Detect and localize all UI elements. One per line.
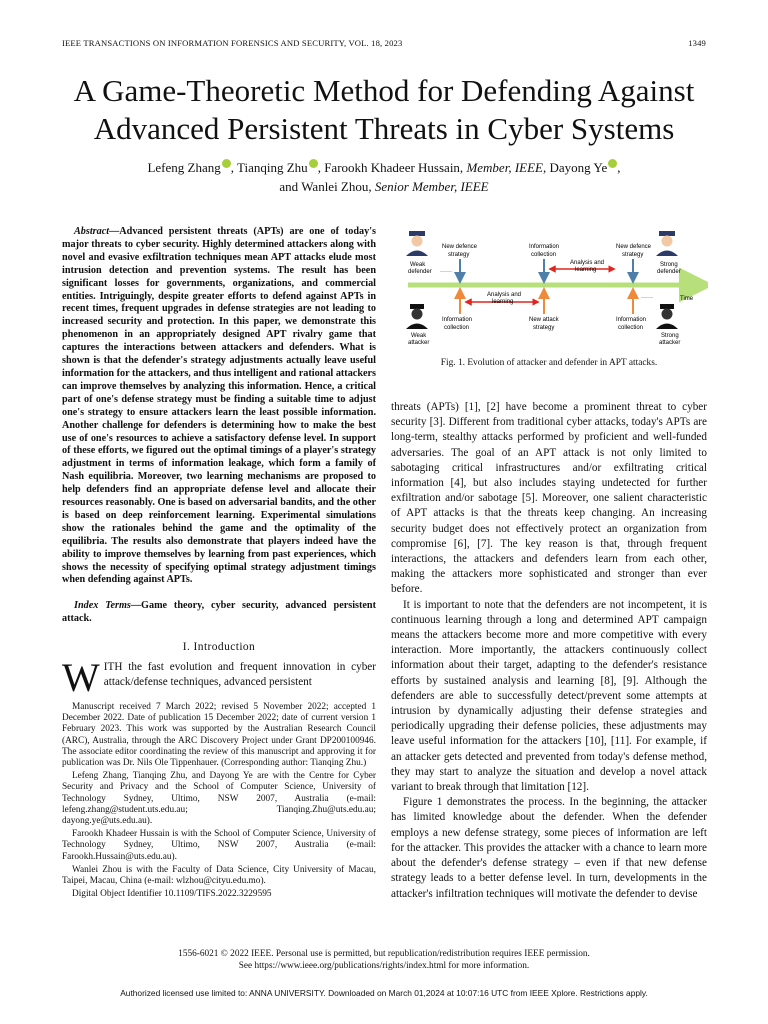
page-number: 1349 bbox=[688, 38, 706, 48]
figure-1-caption: Fig. 1. Evolution of attacker and defender in APT attacks. bbox=[440, 358, 658, 368]
author-3: , Farookh Khadeer Hussain, bbox=[317, 160, 467, 175]
strong-defender-icon bbox=[656, 231, 678, 256]
footnote-affiliation-2: Farookh Khadeer Hussain is with the School of Computer Science, University of Technology Sydney, Ultimo, NSW 2007, Australia (e-mail: Farookh.Hussain@uts.edu.au). bbox=[62, 829, 376, 862]
right-column bbox=[391, 400, 707, 902]
body-paragraph-2: It is important to note that the defenders are not incompetent, it is continuous learning through a long and determined APT campaign means the attackers become more and more competitive with every interaction. More importantly, the attackers continuously collect information about their target, adapting to the defender's resistance efforts by sustained analysis and learning [8], [9]. Although the defenders are able to successfully detect/prevent some attempts at intrusion by dynamically adjusting their defense strategies and periodically upgrading their defense policies, these adjustments may leave useful information for the attackers [10], [11]. For example, if an attacker gets detected and prevented from today's defense method, they may start to analyze the situation and develop a novel attack variant to break through that limitation [12]. bbox=[391, 598, 707, 794]
new-defence-2-label-2: strategy bbox=[622, 252, 644, 258]
index-terms-text: Game theory, cyber security, advanced persistent attack. bbox=[62, 600, 376, 625]
analysis-bottom-label-2: learning bbox=[492, 299, 514, 305]
orcid-icon[interactable] bbox=[222, 159, 231, 168]
footnote-manuscript: Manuscript received 7 March 2022; revised 5 November 2022; accepted 1 December 2022. Date of publication 15 December 2022; date of current version 1 February 2023. This work was supported by the Australian Research Council (ARC), Australia, through the ARC Discovery Project under Grant DP200100946. The associate editor coordinating the review of this manuscript and approving it for publication was Dr. Nils Ole Tippenhauer. (Corresponding author: Tianqing Zhu.) bbox=[62, 701, 376, 768]
abstract-label: Abstract— bbox=[74, 226, 120, 237]
copyright-line-1: 1556-6021 © 2022 IEEE. Personal use is permitted, but republication/redistribution requires IEEE permission. bbox=[178, 949, 590, 959]
info-collection-top-label-2: collection bbox=[531, 252, 557, 258]
strong-defender-label-1: Strong bbox=[660, 262, 678, 268]
paper-title bbox=[40, 72, 728, 148]
intro-paragraph bbox=[62, 654, 376, 700]
author-line-1 bbox=[40, 158, 728, 177]
time-label: Time bbox=[680, 296, 694, 302]
orcid-icon[interactable] bbox=[608, 159, 617, 168]
author-5: and Wanlei Zhou, bbox=[279, 179, 375, 194]
ellipsis-2: ······ bbox=[641, 295, 653, 301]
copyright-notice bbox=[62, 949, 706, 972]
journal-name: IEEE TRANSACTIONS ON INFORMATION FORENSICS AND SECURITY, VOL. 18, 2023 bbox=[62, 38, 403, 48]
author-4-end: , bbox=[617, 160, 621, 175]
running-header bbox=[62, 38, 706, 48]
info-collection-b1-label-1: Information bbox=[442, 317, 473, 323]
author-3-role: Member, IEEE bbox=[466, 160, 543, 175]
weak-attacker-label-2: attacker bbox=[408, 340, 430, 346]
footnotes bbox=[62, 702, 376, 900]
author-1: Lefeng Zhang bbox=[147, 160, 221, 175]
weak-attacker-label-1: Weak bbox=[411, 333, 427, 339]
author-2: , Tianqing Zhu bbox=[230, 160, 308, 175]
title-line-1: A Game-Theoretic Method for Defending Against bbox=[73, 73, 695, 108]
strong-defender-label-2: defender bbox=[657, 269, 681, 275]
drop-cap: W bbox=[62, 654, 100, 700]
figure-1-diagram bbox=[398, 226, 708, 356]
orcid-icon[interactable] bbox=[309, 159, 318, 168]
weak-defender-label-2: defender bbox=[408, 269, 432, 275]
author-5-role: Senior Member, IEEE bbox=[374, 179, 489, 194]
abstract bbox=[62, 226, 376, 587]
new-attack-label-1: New attack bbox=[529, 317, 559, 323]
section-heading-introduction: I. Introduction bbox=[182, 641, 256, 654]
body-paragraph-1: threats (APTs) [1], [2] have become a prominent threat to cyber security [3]. Different from traditional cyber attacks, today's APTs are long-term, stealthy attacks performed by proficient and well-funded adversaries. The goal of an APT attack is not only limited to sabotaging critical infrastructures and/or exfiltrating critical information [4], but also includes staying undetected for further exfiltration and/or sabotage [5]. Moreover, one salient characteristic of APT attacks is that the threats keep changing. An increasing security budget does not effectively protect an organization from compromise [6], [7]. The key reason is that, through frequent interactions, the attackers and defenders learn from each other, making the attackers more sophisticated and stronger than ever before. bbox=[391, 401, 707, 596]
figure-1 bbox=[398, 226, 708, 372]
ellipsis-1: ······ bbox=[440, 269, 452, 275]
new-defence-1-label-2: strategy bbox=[448, 252, 470, 258]
body-paragraph-3: Figure 1 demonstrates the process. In the beginning, the attacker has limited knowledge about the defender. When the defender employs a new defense strategy, some pieces of information are left for the attacker. This provides the attacker with a chance to learn more about the defender's defense strategy – even if that new defense strategy leads to a better defense level. In turn, developments in the attacker's infiltration techniques will motivate the defender to devise bbox=[391, 796, 707, 900]
info-collection-b1-label-2: collection bbox=[444, 325, 470, 331]
info-collection-b2-label-1: Information bbox=[616, 317, 647, 323]
author-4: , Dayong Ye bbox=[542, 160, 608, 175]
weak-attacker-icon bbox=[406, 304, 428, 329]
strong-attacker-label-2: attacker bbox=[659, 340, 681, 346]
title-line-2: Advanced Persistent Threats in Cyber Systems bbox=[93, 111, 675, 146]
info-collection-top-label-1: Information bbox=[529, 244, 560, 250]
footnote-affiliation-3: Wanlei Zhou is with the Faculty of Data Science, City University of Macau, Taipei, Macau, China (e-mail: wlzhou@cityu.edu.mo). bbox=[62, 864, 376, 887]
copyright-line-2: See https://www.ieee.org/publications/rights/index.html for more information. bbox=[238, 960, 530, 971]
footnote-doi: Digital Object Identifier 10.1109/TIFS.2022.3229595 bbox=[72, 889, 272, 900]
new-attack-label-2: strategy bbox=[533, 325, 555, 331]
info-collection-b2-label-2: collection bbox=[618, 325, 644, 331]
new-defence-1-label-1: New defence bbox=[442, 244, 478, 250]
analysis-top-label-1: Analysis and bbox=[570, 260, 605, 266]
analysis-top-label-2: learning bbox=[575, 267, 597, 273]
weak-defender-icon bbox=[406, 231, 428, 256]
intro-text: ITH the fast evolution and frequent innovation in cyber attack/defense techniques, advanced persistent bbox=[103, 660, 376, 688]
strong-attacker-label-1: Strong bbox=[661, 333, 679, 339]
author-line-2 bbox=[40, 177, 728, 196]
index-terms bbox=[62, 599, 376, 625]
footnote-affiliation-1: Lefeng Zhang, Tianqing Zhu, and Dayong Ye are with the Centre for Cyber Security and Privacy and the School of Computer Science, University of Technology Sydney, Ultimo, NSW 2007, Australia (e-mail: lefeng.zhang@student.uts.edu.au; Tianqing.Zhu@uts.edu.au; dayong.ye@uts.edu.au). bbox=[62, 771, 376, 827]
analysis-bottom-label-1: Analysis and bbox=[487, 292, 522, 298]
new-defence-2-label-1: New defence bbox=[616, 244, 652, 250]
strong-attacker-icon bbox=[656, 304, 678, 329]
left-column bbox=[62, 226, 376, 902]
author-list bbox=[40, 158, 728, 196]
index-terms-label: Index Terms— bbox=[74, 600, 142, 612]
weak-defender-label-1: Weak bbox=[410, 262, 426, 268]
abstract-text: Advanced persistent threats (APTs) are one of today's major threats to cyber security. Highly determined attackers along with novel and evasive exfiltration techniques mean APT attacks elude most intrusion detection and prevention systems. The result has been significant losses for governments, organizations, and commercial entities. Intriguingly, despite greater efforts to defend against APTs in recent times, frequent upgrades in defense strategies are not leading to increased security and protection. In this paper, we demonstrate this phenomenon in an appropriately designed APT rivalry game that captures the interactions between attackers and defenders. What is shown is that the defender's strategy adjustments actually leave useful information for the attackers, and thus intelligent and rational attackers can improve themselves by analyzing this information. Hence, a critical part of one's defense strategy must be finding a suitable time to adjust one's strategy to ensure attackers learn the least possible information. Another challenge for defenders is determining how to make the best use of one's resources to achieve a satisfactory defense level. In support of these efforts, we figured out the optimal timings of a player's strategy adjustment in terms of information leakage, which form a family of Nash equilibria. Moreover, two learning mechanisms are proposed to help defenders find an appropriate defense level and allocate their resources reasonably. One is based on adversarial bandits, and the other is based on deep reinforcement learning. Experimental simulations show the rationales behind the game and the optimality of the equilibria. The results also demonstrate that players indeed have the ability to improve themselves by learning from past experiences, which shows the necessity of specifying optimal strategy adjustment timings when defending against APTs. bbox=[62, 226, 376, 586]
authorized-use-banner: Authorized licensed use limited to: ANNA UNIVERSITY. Downloaded on March 01,2024 at 10:07:16 UTC from IEEE Xplore. Restrictions apply. bbox=[120, 988, 648, 998]
